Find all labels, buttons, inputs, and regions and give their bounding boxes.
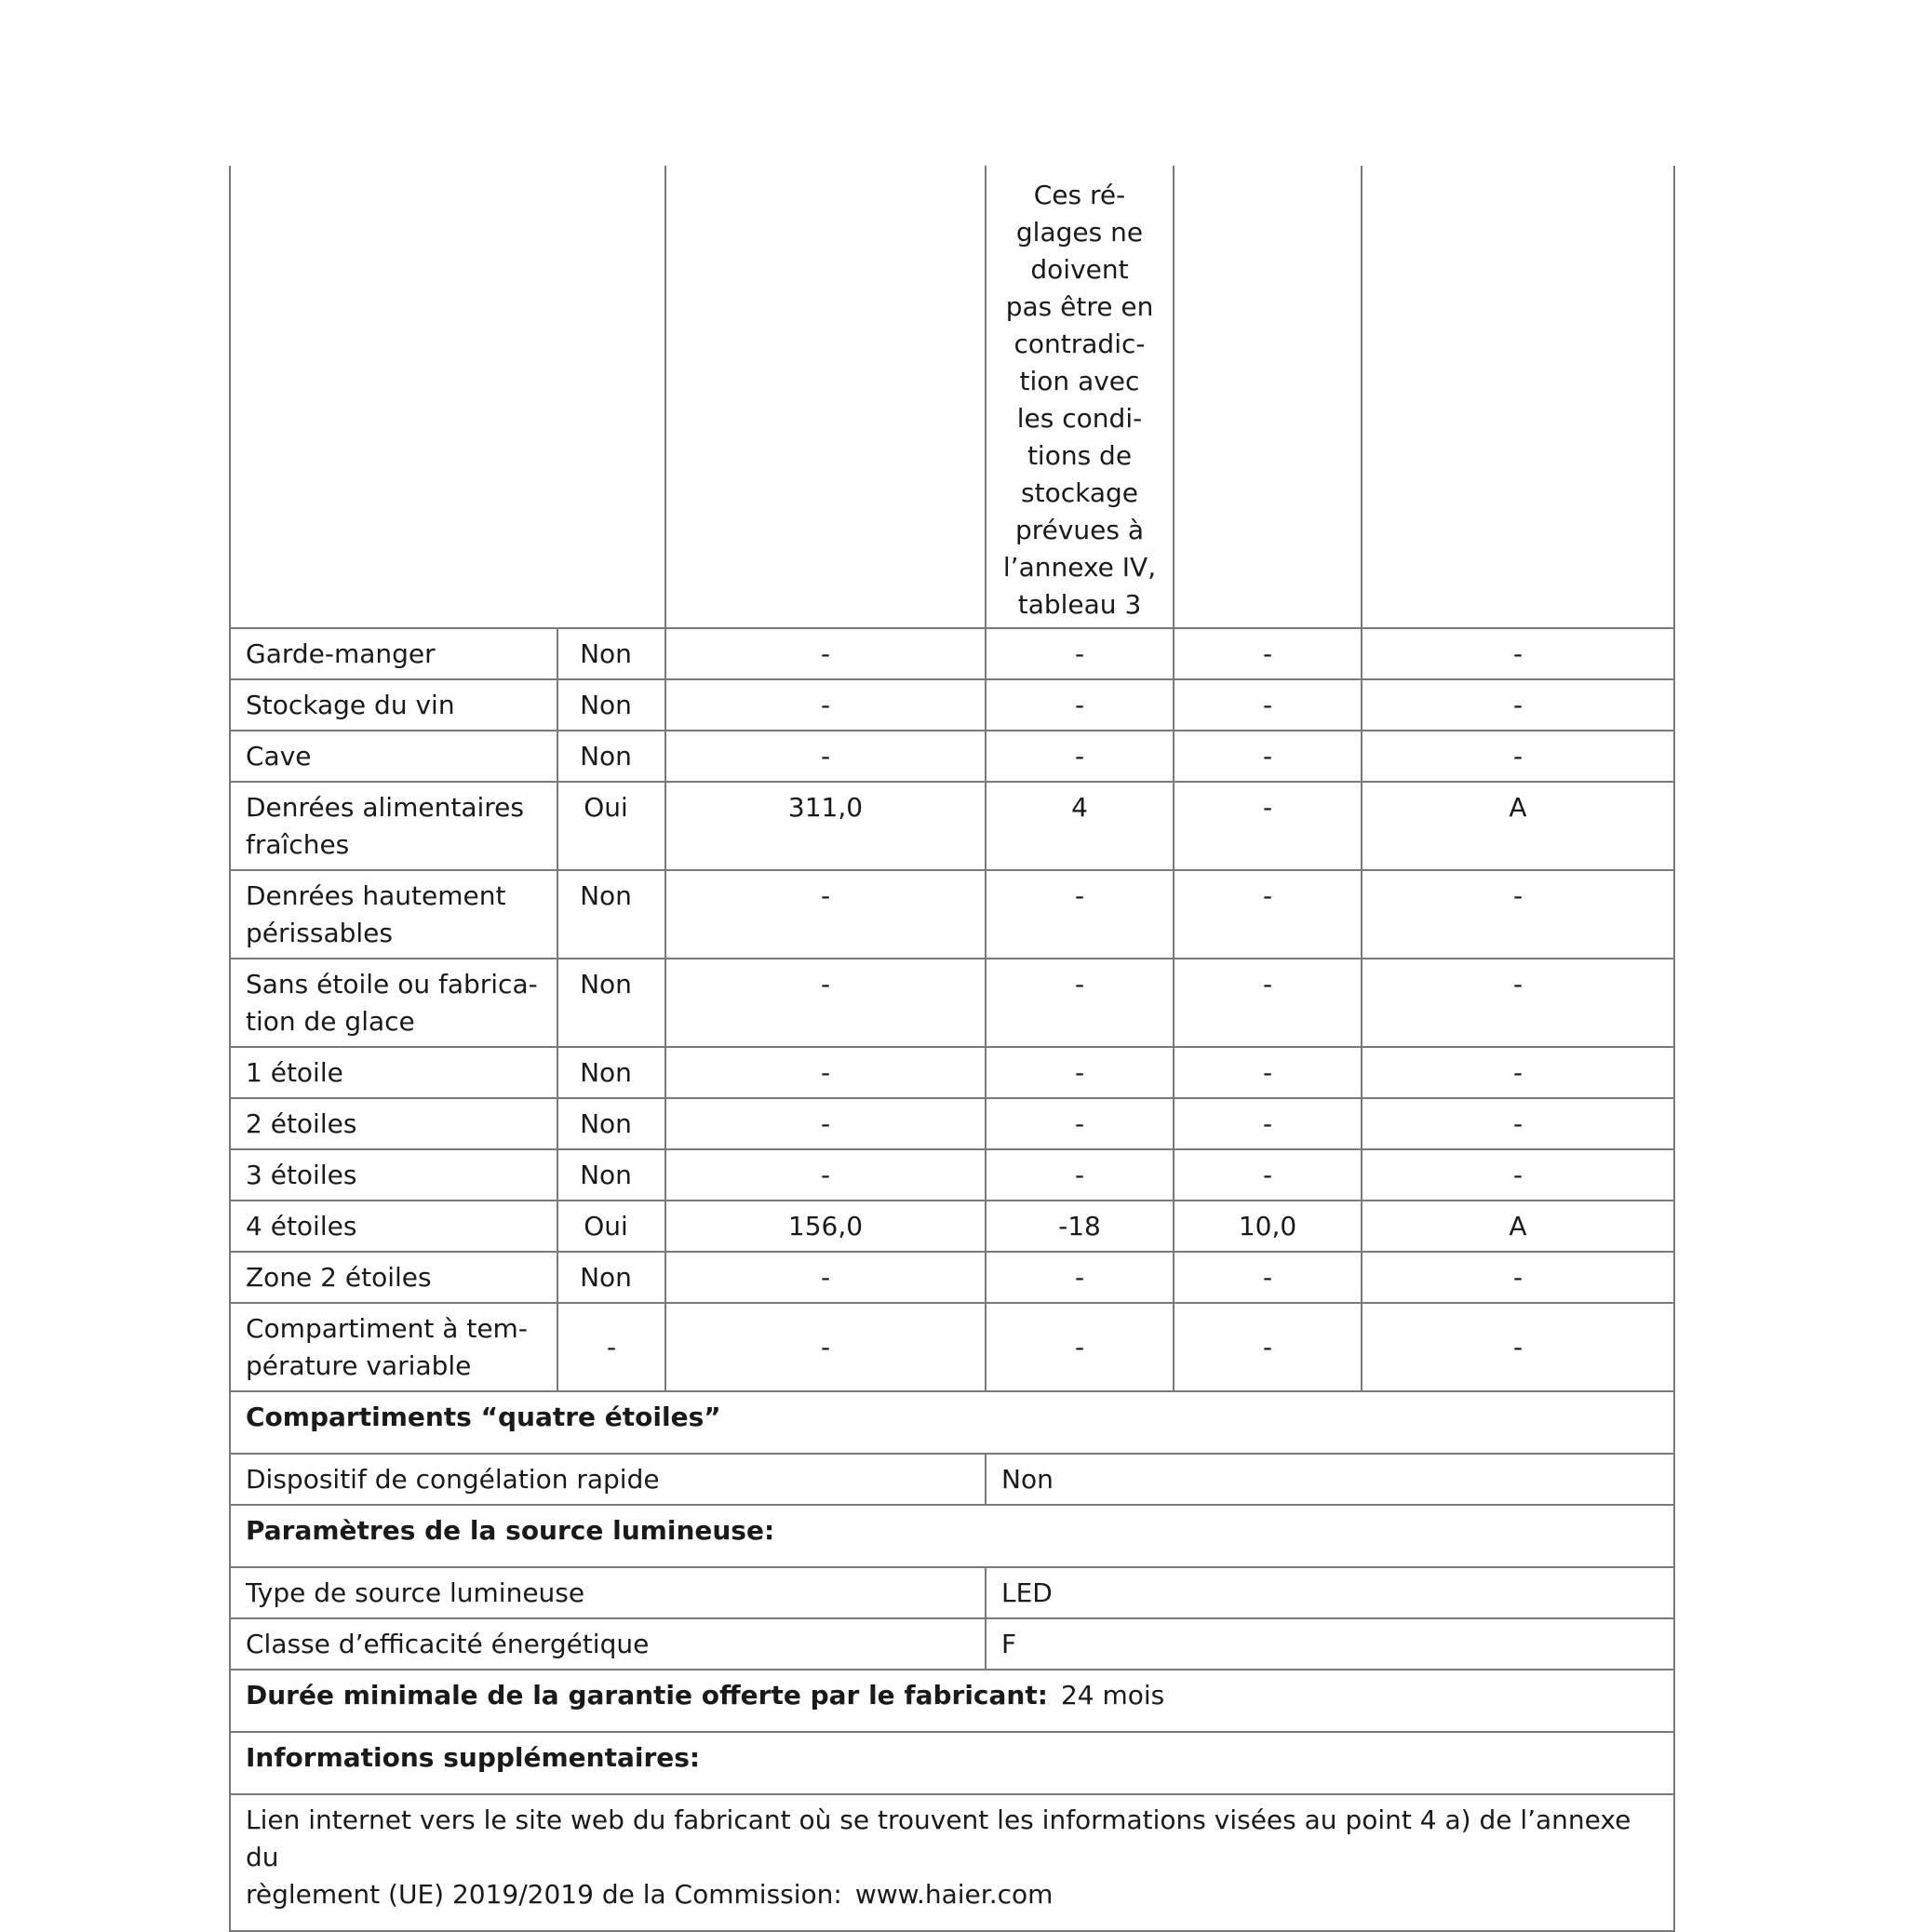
header-note-line: Ces ré- (1033, 180, 1126, 210)
compartment-row (230, 782, 1674, 870)
compartment-name-line: 1 étoile (246, 1057, 343, 1088)
compartment-setting: - (986, 1098, 1174, 1149)
header-note-line: les condi- (1016, 403, 1143, 434)
compartment-name-line: Denrées alimentaires (246, 792, 524, 823)
compartment-name-line: Cave (246, 741, 312, 771)
compartment-present: Non (557, 679, 665, 731)
warranty-row (230, 1670, 1674, 1732)
compartment-name (230, 1098, 557, 1149)
header-note-line: tableau 3 (1017, 589, 1142, 620)
compartment-name (230, 1201, 557, 1252)
compartment-volume: - (665, 959, 986, 1047)
extra-info-row (230, 1794, 1674, 1931)
compartment-climate-class: - (1362, 679, 1674, 731)
compartment-climate-class: - (1362, 1149, 1674, 1201)
compartment-name (230, 731, 557, 782)
compartment-setting: - (986, 679, 1174, 731)
compartment-volume: - (665, 679, 986, 731)
compartment-name-line: Garde-manger (246, 638, 436, 669)
compartment-setting: - (986, 1047, 1174, 1098)
compartment-name (230, 1047, 557, 1098)
header-settings-note (986, 166, 1174, 628)
extra-info-line2: règlement (UE) 2019/2019 de la Commission: (246, 1879, 842, 1910)
compartment-name (230, 1303, 557, 1391)
compartment-present: Non (557, 870, 665, 959)
compartment-climate-class: - (1362, 1098, 1674, 1149)
header-cell-empty (665, 166, 986, 628)
compartment-present: - (557, 1303, 665, 1391)
compartment-freezing-capacity: - (1174, 1252, 1362, 1303)
compartment-setting: - (986, 628, 1174, 679)
compartment-name-line: Stockage du vin (246, 690, 455, 720)
header-note-line: l’annexe IV, (1002, 552, 1157, 583)
light-type-value: LED (986, 1567, 1674, 1618)
compartment-row (230, 1201, 1674, 1252)
compartment-name-line: Sans étoile ou fabrica- (246, 969, 538, 1000)
compartment-name (230, 782, 557, 870)
compartment-name-line: Denrées hautement (246, 880, 506, 911)
header-note-line: stockage (1021, 477, 1138, 508)
compartment-freezing-capacity: - (1174, 1047, 1362, 1098)
header-cell-empty (1174, 166, 1362, 628)
fast-freeze-value: Non (986, 1454, 1674, 1505)
compartment-freezing-capacity: - (1174, 1098, 1362, 1149)
compartment-row (230, 870, 1674, 959)
compartment-name-line: tion de glace (246, 1006, 415, 1037)
compartment-present: Non (557, 1252, 665, 1303)
compartment-volume: - (665, 1252, 986, 1303)
compartment-row (230, 628, 1674, 679)
compartment-freezing-capacity: - (1174, 679, 1362, 731)
compartment-freezing-capacity: - (1174, 870, 1362, 959)
compartment-climate-class: - (1362, 628, 1674, 679)
fast-freeze-label: Dispositif de congélation rapide (230, 1454, 986, 1505)
compartment-row (230, 1098, 1674, 1149)
compartment-name (230, 628, 557, 679)
compartment-freezing-capacity: - (1174, 1303, 1362, 1391)
warranty-value: 24 mois (1060, 1680, 1165, 1711)
compartment-row (230, 679, 1674, 731)
extra-info-cell (230, 1794, 1674, 1931)
compartment-setting: - (986, 1252, 1174, 1303)
warranty-cell (230, 1670, 1674, 1732)
compartment-freezing-capacity: - (1174, 731, 1362, 782)
compartment-name-line: 4 étoiles (246, 1211, 357, 1241)
compartment-present: Non (557, 628, 665, 679)
extra-info-line1: Lien internet vers le site web du fabricant où se trouvent les informations visées au point 4 a) de l’annexe du (246, 1805, 1631, 1872)
compartment-name-line: périssables (246, 918, 393, 948)
compartment-present: Non (557, 959, 665, 1047)
compartment-setting: 4 (986, 782, 1174, 870)
header-row (230, 166, 1674, 628)
manufacturer-url[interactable]: www.haier.com (854, 1879, 1054, 1910)
compartment-name-line: Compartiment à tem- (246, 1313, 528, 1344)
header-note-line: tions de (1027, 440, 1133, 471)
compartment-climate-class: A (1362, 1201, 1674, 1252)
compartment-setting: - (986, 959, 1174, 1047)
light-heading: Paramètres de la source lumineuse: (230, 1505, 1674, 1567)
compartment-name-line: 3 étoiles (246, 1160, 357, 1190)
compartment-freezing-capacity: - (1174, 1149, 1362, 1201)
header-note-line: pas être en (1005, 291, 1154, 322)
compartment-freezing-capacity: - (1174, 628, 1362, 679)
header-cell-empty (230, 166, 665, 628)
compartment-setting: - (986, 1303, 1174, 1391)
compartment-present: Oui (557, 782, 665, 870)
warranty-label: Durée minimale de la garantie offerte par le fabricant: (246, 1680, 1048, 1711)
compartment-row (230, 959, 1674, 1047)
compartment-freezing-capacity: - (1174, 782, 1362, 870)
product-info-sheet (229, 166, 1673, 1932)
compartment-climate-class: - (1362, 959, 1674, 1047)
four-star-heading: Compartiments “quatre étoiles” (230, 1391, 1674, 1454)
compartment-climate-class: A (1362, 782, 1674, 870)
compartment-row (230, 1303, 1674, 1391)
light-class-label: Classe d’efficacité énergétique (230, 1618, 986, 1670)
four-star-heading-row (230, 1391, 1674, 1454)
compartment-name (230, 1149, 557, 1201)
light-heading-row (230, 1505, 1674, 1567)
compartment-climate-class: - (1362, 731, 1674, 782)
compartment-name (230, 959, 557, 1047)
header-note-line: doivent (1030, 254, 1129, 285)
compartment-volume: - (665, 1047, 986, 1098)
compartment-table (229, 166, 1675, 1932)
compartment-name-line: pérature variable (246, 1350, 472, 1381)
compartment-name-line: Zone 2 étoiles (246, 1262, 432, 1293)
extra-heading: Informations supplémentaires: (230, 1732, 1674, 1794)
compartment-setting: - (986, 870, 1174, 959)
compartment-volume: - (665, 628, 986, 679)
compartment-name (230, 1252, 557, 1303)
compartment-row (230, 731, 1674, 782)
compartment-climate-class: - (1362, 1047, 1674, 1098)
compartment-name (230, 870, 557, 959)
compartment-name-line: fraîches (246, 829, 350, 860)
header-note-line: contradic- (1013, 329, 1146, 359)
compartment-setting: -18 (986, 1201, 1174, 1252)
compartment-volume: - (665, 731, 986, 782)
compartment-present: Non (557, 1047, 665, 1098)
extra-heading-row (230, 1732, 1674, 1794)
compartment-present: Non (557, 731, 665, 782)
compartment-climate-class: - (1362, 1303, 1674, 1391)
compartment-present: Non (557, 1098, 665, 1149)
fast-freeze-row (230, 1454, 1674, 1505)
compartment-present: Oui (557, 1201, 665, 1252)
header-note-line: glages ne (1015, 217, 1144, 248)
compartment-freezing-capacity: - (1174, 959, 1362, 1047)
compartment-row (230, 1047, 1674, 1098)
compartment-setting: - (986, 731, 1174, 782)
compartment-volume: - (665, 870, 986, 959)
header-cell-empty (1362, 166, 1674, 628)
compartment-row (230, 1252, 1674, 1303)
compartment-freezing-capacity: 10,0 (1174, 1201, 1362, 1252)
compartment-volume: 311,0 (665, 782, 986, 870)
compartment-climate-class: - (1362, 870, 1674, 959)
compartment-setting: - (986, 1149, 1174, 1201)
light-class-value: F (986, 1618, 1674, 1670)
light-class-row (230, 1618, 1674, 1670)
header-note-line: prévues à (1014, 515, 1145, 545)
compartment-name-line: 2 étoiles (246, 1108, 357, 1139)
compartment-volume: - (665, 1303, 986, 1391)
header-note-line: tion avec (1019, 366, 1140, 396)
light-type-label: Type de source lumineuse (230, 1567, 986, 1618)
compartment-row (230, 1149, 1674, 1201)
light-type-row (230, 1567, 1674, 1618)
compartment-volume: 156,0 (665, 1201, 986, 1252)
compartment-climate-class: - (1362, 1252, 1674, 1303)
compartment-volume: - (665, 1149, 986, 1201)
compartment-name (230, 679, 557, 731)
compartment-volume: - (665, 1098, 986, 1149)
compartment-present: Non (557, 1149, 665, 1201)
